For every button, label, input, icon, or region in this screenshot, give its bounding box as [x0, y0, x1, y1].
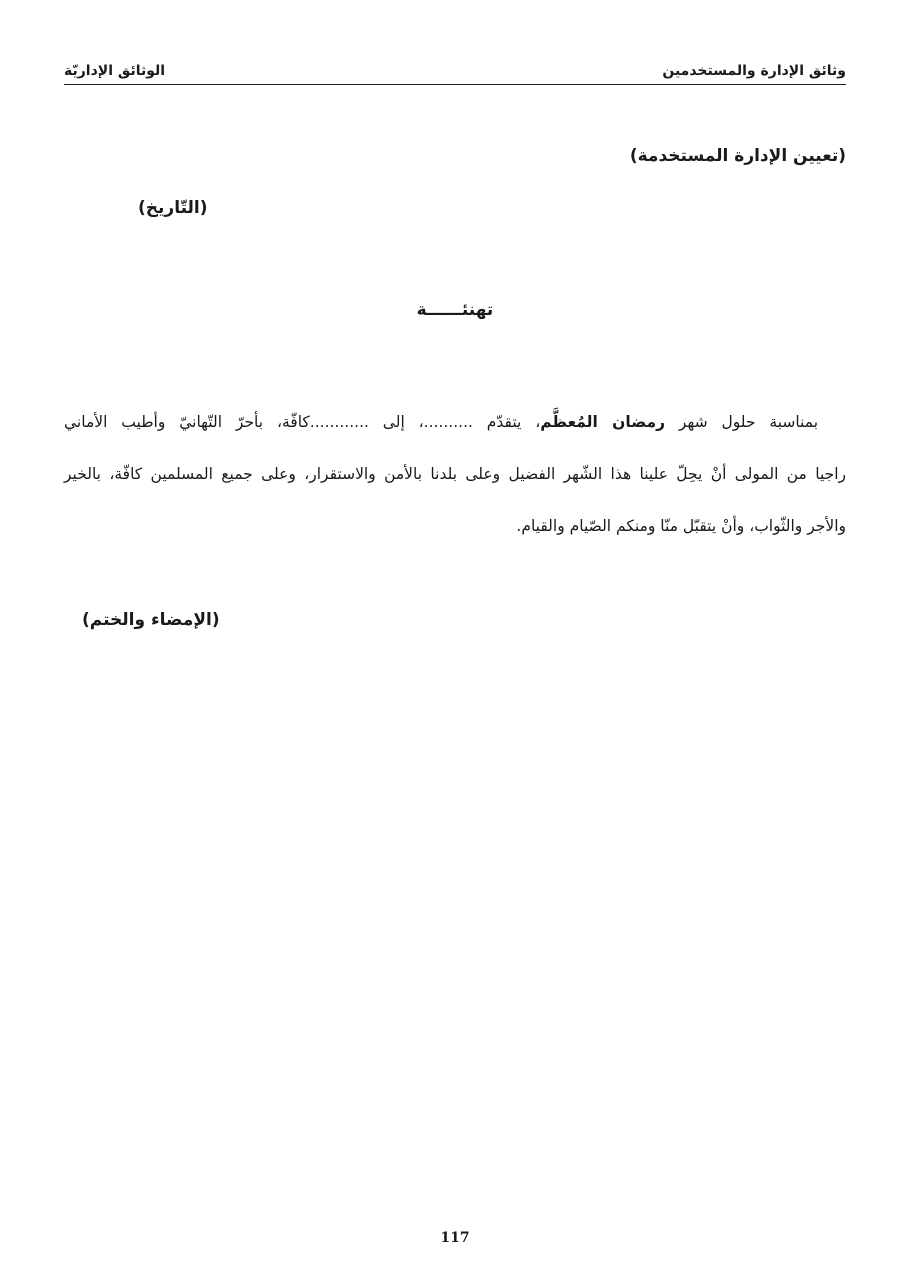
body-line-1: [64, 396, 846, 448]
book-title: وثائق الإدارة والمستخدمين: [662, 63, 846, 79]
page-number: 117: [440, 1230, 470, 1246]
body-line-3: والأجر والثّواب، وأنْ يتقبّل منّا ومنكم الصّيام والقيام.: [516, 517, 846, 535]
body-line-1-end: ، يتقدّم ..........، إلى ............كافّة، بأحرّ التّهانيّ وأطيب الأماني: [64, 413, 541, 431]
assignee-placeholder: (تعيين الإدارة المستخدمة): [629, 146, 846, 166]
occasion-highlight: رمضان المُعظَّم: [540, 413, 666, 431]
date-placeholder: (التّاريخ): [138, 198, 208, 218]
letter-body: [64, 396, 846, 552]
running-header: [64, 58, 846, 85]
signature-placeholder: (الإمضاء والختم): [82, 610, 220, 630]
letter-title: تهنئــــــة: [416, 300, 494, 320]
body-line-2: راجيا من المولى أنْ يحِلّ علينا هذا الشّهر الفضيل وعلى بلدنا بالأمن والاستقرار، وعلى جميع المسلمين كافّة، بالخير: [64, 465, 846, 483]
section-title: الوثائق الإداريّة: [64, 63, 166, 79]
body-line-1-start: بمناسبة حلول شهر: [678, 413, 819, 431]
